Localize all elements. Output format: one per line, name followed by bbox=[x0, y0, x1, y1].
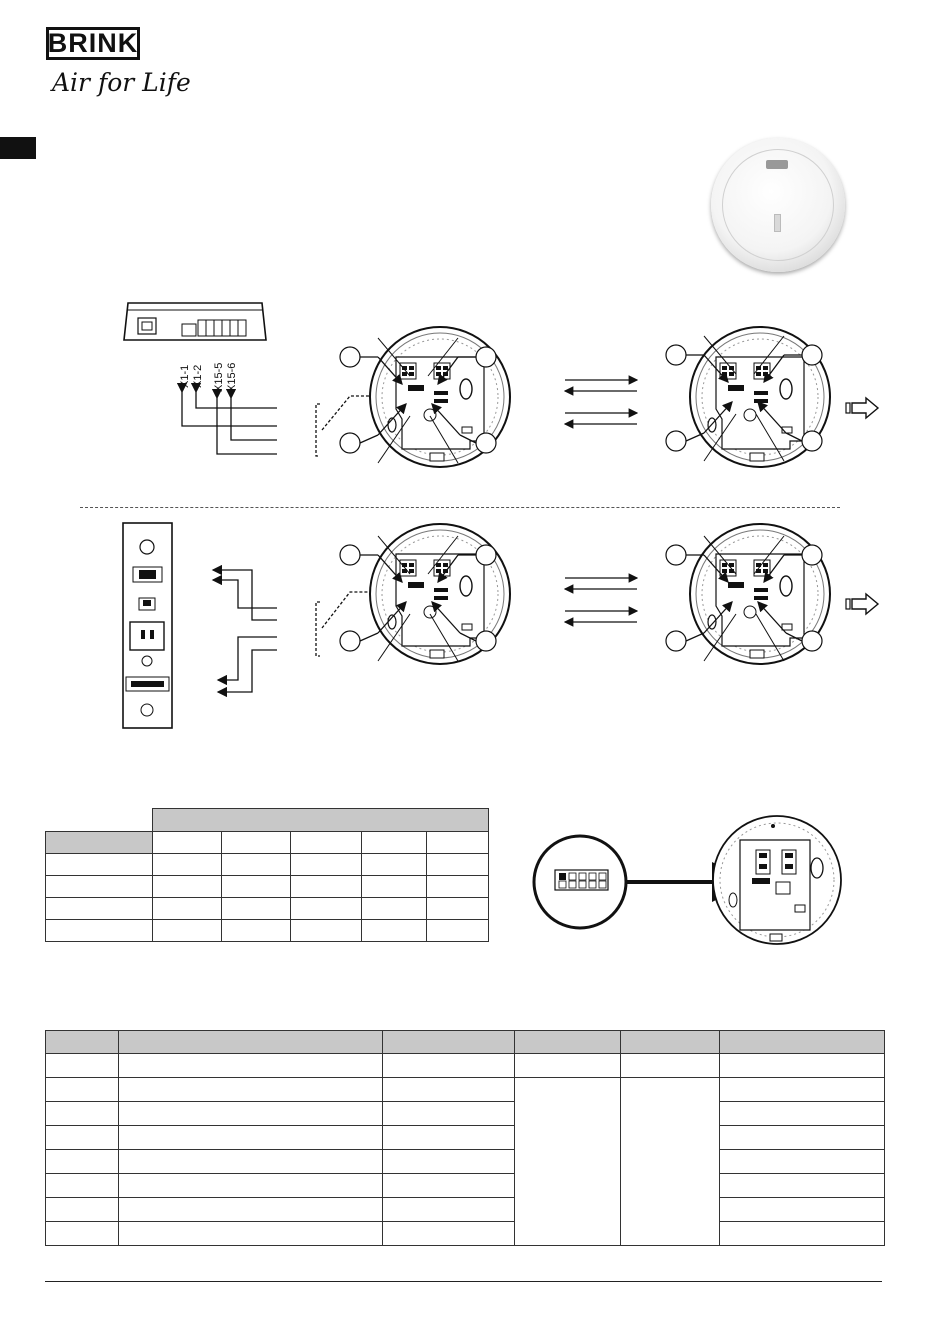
table-subheader-row bbox=[46, 832, 489, 854]
terminal-label: X15-5 bbox=[213, 362, 225, 392]
table-row bbox=[46, 1078, 885, 1102]
detector-photo bbox=[711, 138, 845, 272]
control-panel-unit bbox=[123, 523, 172, 728]
panel-wires bbox=[213, 570, 392, 692]
table-header-row bbox=[46, 809, 489, 832]
merged-cell bbox=[515, 1078, 621, 1246]
table-row bbox=[46, 920, 489, 942]
brand-tagline: Air for Life bbox=[52, 68, 191, 97]
table-row bbox=[46, 1102, 885, 1126]
merged-cell bbox=[621, 1078, 720, 1246]
table-row bbox=[46, 898, 489, 920]
next-arrow-icon bbox=[846, 594, 878, 614]
section-divider bbox=[80, 507, 840, 508]
controller-wires bbox=[182, 392, 392, 456]
dip-switch-block bbox=[555, 870, 608, 890]
next-arrow-icon bbox=[846, 398, 878, 418]
link-arrows bbox=[565, 380, 637, 424]
link-arrows bbox=[565, 578, 637, 622]
detector-logo-mark bbox=[766, 160, 788, 169]
table-row bbox=[46, 1150, 885, 1174]
terminal-label: X1-2 bbox=[192, 364, 204, 388]
table-row bbox=[46, 1126, 885, 1150]
wiring-diagrams bbox=[0, 290, 950, 750]
table-row bbox=[46, 1198, 885, 1222]
controller-unit bbox=[124, 303, 266, 340]
brand-logo bbox=[46, 27, 140, 60]
table-row bbox=[46, 876, 489, 898]
table-row bbox=[46, 1054, 885, 1078]
dip-settings-table bbox=[45, 808, 489, 942]
table-header-row bbox=[46, 1031, 885, 1054]
table-row bbox=[46, 854, 489, 876]
detector-board-closeup bbox=[713, 816, 841, 944]
detector-list-table bbox=[45, 1030, 885, 1246]
table-row bbox=[46, 1174, 885, 1198]
section-tab-marker bbox=[0, 137, 36, 159]
detector-led-window bbox=[774, 214, 781, 232]
footer-rule bbox=[45, 1281, 882, 1282]
terminal-label: X1-1 bbox=[179, 364, 191, 388]
terminal-label: X15-6 bbox=[226, 362, 238, 392]
table-row bbox=[46, 1222, 885, 1246]
dip-switch-diagram bbox=[530, 810, 850, 950]
brand-name: BRINK bbox=[47, 28, 139, 58]
table-group-header bbox=[153, 809, 489, 832]
